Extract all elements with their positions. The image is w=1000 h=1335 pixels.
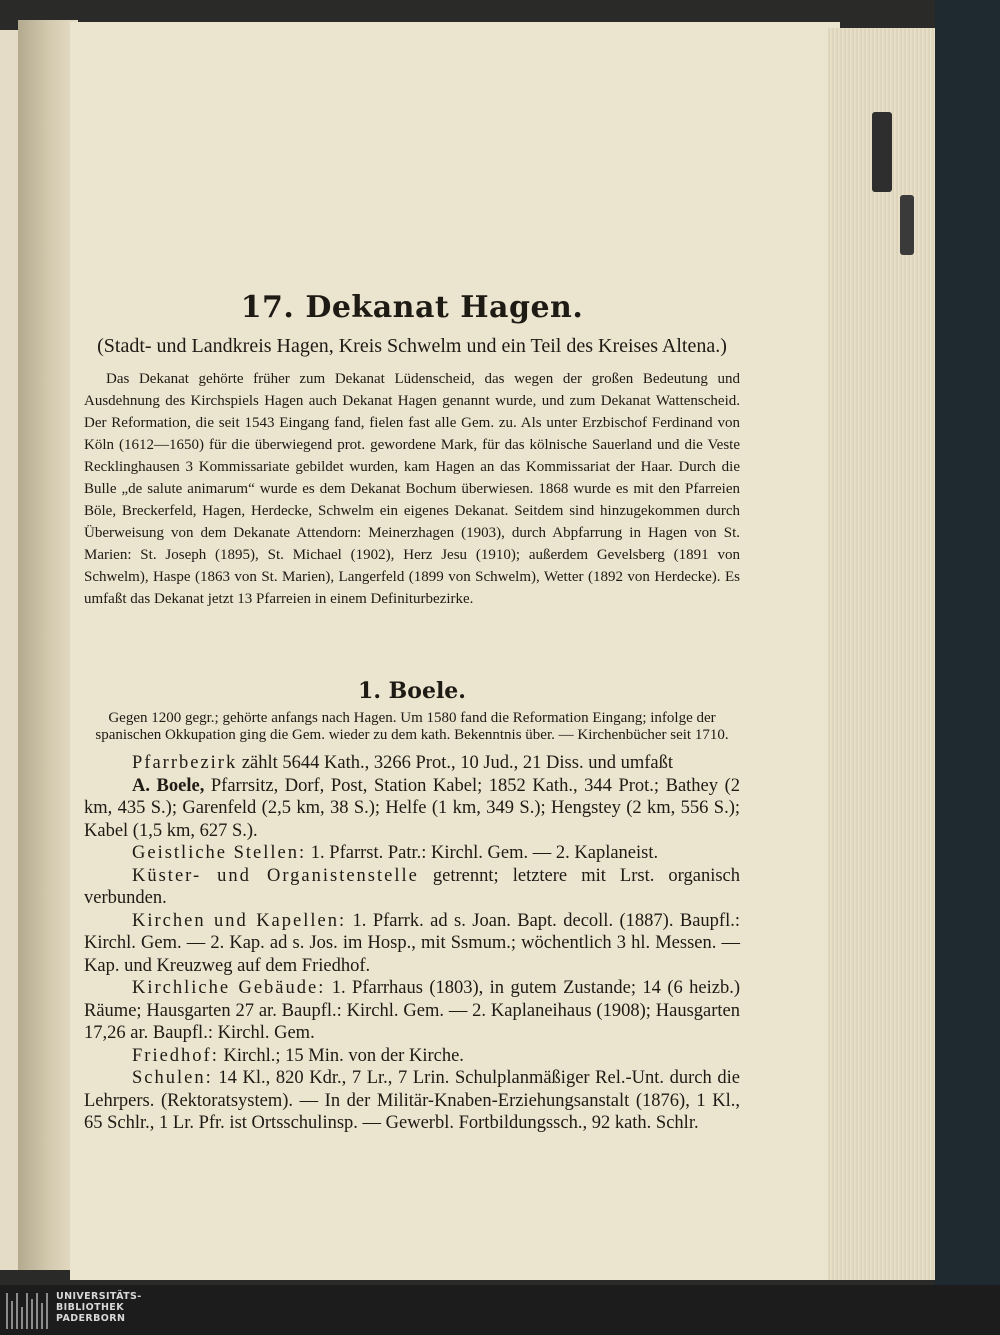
buildings-paragraph — [84, 977, 740, 1045]
paragraph-text: zählt 5644 Kath., 3266 Prot., 10 Jud., 21 Diss. und umfaßt — [237, 753, 673, 773]
clergy-paragraph — [84, 842, 740, 865]
footer-bar — [0, 1285, 1000, 1335]
paragraph-label: Kirchen und Kapellen: — [132, 910, 347, 931]
logo-line-1: UNIVERSITÄTS- — [56, 1291, 142, 1302]
paragraph-text: Pfarrsitz, Dorf, Post, Station Kabel; 1852 Kath., 344 Prot.; Bathey (2 km, 435 S.); Garenfeld (2,5 km, 38 S.); Helfe (1 km, 349 S.); Hengstey (2 km, 556 S.); Kabel (1,5 km, 627 S.). — [84, 775, 740, 841]
thumb-tab-marker — [872, 112, 892, 192]
dekanat-intro: Das Dekanat gehörte früher zum Dekanat Lüdenscheid, das wegen der großen Bedeutung und Ausdehnung des Kirchspiels Hagen auch Dekanat Hagen genannt wurde, und zum Dekanat Wattenscheid. Der Reformation, die seit 1543 Eingang fand, fielen fast alle Gem. zu. Als unter Erzbischof Ferdinand von Köln (1612—1650) für die überwiegend prot. gewordene Mark, für das kölnische Sauerland und die Veste Recklinghausen 3 Kommissariate gebildet wurden, kam Hagen an das Kommissariat der Haar. Durch die Bulle „de salute animarum“ wurde es dem Dekanat Bochum überwiesen. 1868 wurde es mit den Pfarreien Böle, Breckerfeld, Hagen, Herdecke, Schwelm ein eigenes Dekanat. Seitdem sind hinzugekommen durch Überweisung von dem Dekanate Attendorn: Meinerzhagen (1903), durch Abpfarrung in Hagen von St. Marien: St. Joseph (1895), St. Michael (1902), Herz Jesu (1910); außerdem Gevelsberg (1891 von Schwelm), Haspe (1863 von St. Marien), Langerfeld (1899 von Schwelm), Wetter (1892 von Herdecke). Es umfaßt das Dekanat jetzt 13 Pfarreien in einem Definiturbezirke. — [84, 371, 740, 607]
paragraph-text: getrennt; letztere mit Lrst. organisch verbunden. — [84, 865, 740, 908]
book-gutter — [18, 20, 78, 1270]
cemetery-paragraph — [84, 1045, 740, 1068]
paragraph-label: Schulen: — [132, 1068, 213, 1088]
dekanat-title: 17. Dekanat Hagen. — [240, 290, 584, 325]
paragraph-label: Friedhof: — [132, 1045, 219, 1066]
paragraph-text: 1. Pfarrhaus (1803), in gutem Zustande; 14 (6 heizb.) Räume; Hausgarten 27 ar. Baupfl.: Kirchl. Gem. — 2. Kaplaneihaus (1908); Hausgarten 17,26 ar. Baupfl.: Kirchl. Gem. — [84, 978, 740, 1043]
book-cover — [935, 0, 1000, 1285]
logo-line-2: BIBLIOTHEK — [56, 1302, 124, 1313]
paragraph-text: Kirchl.; 15 Min. von der Kirche. — [218, 1045, 464, 1066]
paragraph-label: Pfarrbezirk — [132, 753, 238, 773]
page-content — [84, 290, 740, 1135]
logo-line-3: PADERBORN — [56, 1313, 126, 1324]
library-logo-text — [56, 1291, 142, 1324]
page-edges — [828, 28, 938, 1280]
paragraph-text: 1. Pfarrst. Patr.: Kirchl. Gem. — 2. Kaplaneist. — [306, 843, 659, 863]
parish-district-paragraph — [84, 752, 740, 775]
schools-paragraph — [84, 1067, 740, 1135]
sexton-organist-paragraph — [84, 865, 740, 910]
dekanat-subtitle: (Stadt- und Landkreis Hagen, Kreis Schwelm und ein Teil des Kreises Altena.) — [97, 335, 727, 357]
paragraph-text: 1. Pfarrk. ad s. Joan. Bapt. decoll. (1887). Baupfl.: Kirchl. Gem. — 2. Kap. ad s. Jos. im Hosp., mit Ssmum.; wöchentlich 3 hl. Messen. — Kap. und Kreuzweg auf dem Friedhof. — [84, 910, 740, 976]
parish-title: 1. Boele. — [358, 678, 466, 704]
parish-intro: Gegen 1200 gegr.; gehörte anfangs nach Hagen. Um 1580 fand die Reformation Eingang; infolge der spanischen Okkupation ging die Gem. wieder zu dem kath. Bekenntnis über. — Kirchenbücher seit 1710. — [95, 710, 729, 743]
churches-paragraph — [84, 910, 740, 978]
paragraph-label: Küster- und Organistenstelle — [132, 865, 419, 886]
village-paragraph — [84, 775, 740, 843]
thumb-tab-marker-lower — [900, 195, 914, 255]
paragraph-text: 14 Kl., 820 Kdr., 7 Lr., 7 Lrin. Schulplanmäßiger Rel.-Unt. durch die Lehrpers. (Rektoratsystem). — In der Militär-Knaben-Erziehungsanstalt (1876), 1 Kl., 65 Schlr., 1 Lr. Pfr. ist Ortsschulinsp. — Gewerbl. Fortbildungssch., 92 kath. Schlr. — [84, 1068, 740, 1133]
paragraph-label: Geistliche Stellen: — [132, 843, 307, 863]
library-logo-icon — [6, 1293, 50, 1329]
paragraph-label: Kirchliche Gebäude: — [132, 978, 326, 998]
paragraph-label: A. Boele, — [132, 775, 205, 796]
left-page-edge — [0, 30, 18, 1270]
